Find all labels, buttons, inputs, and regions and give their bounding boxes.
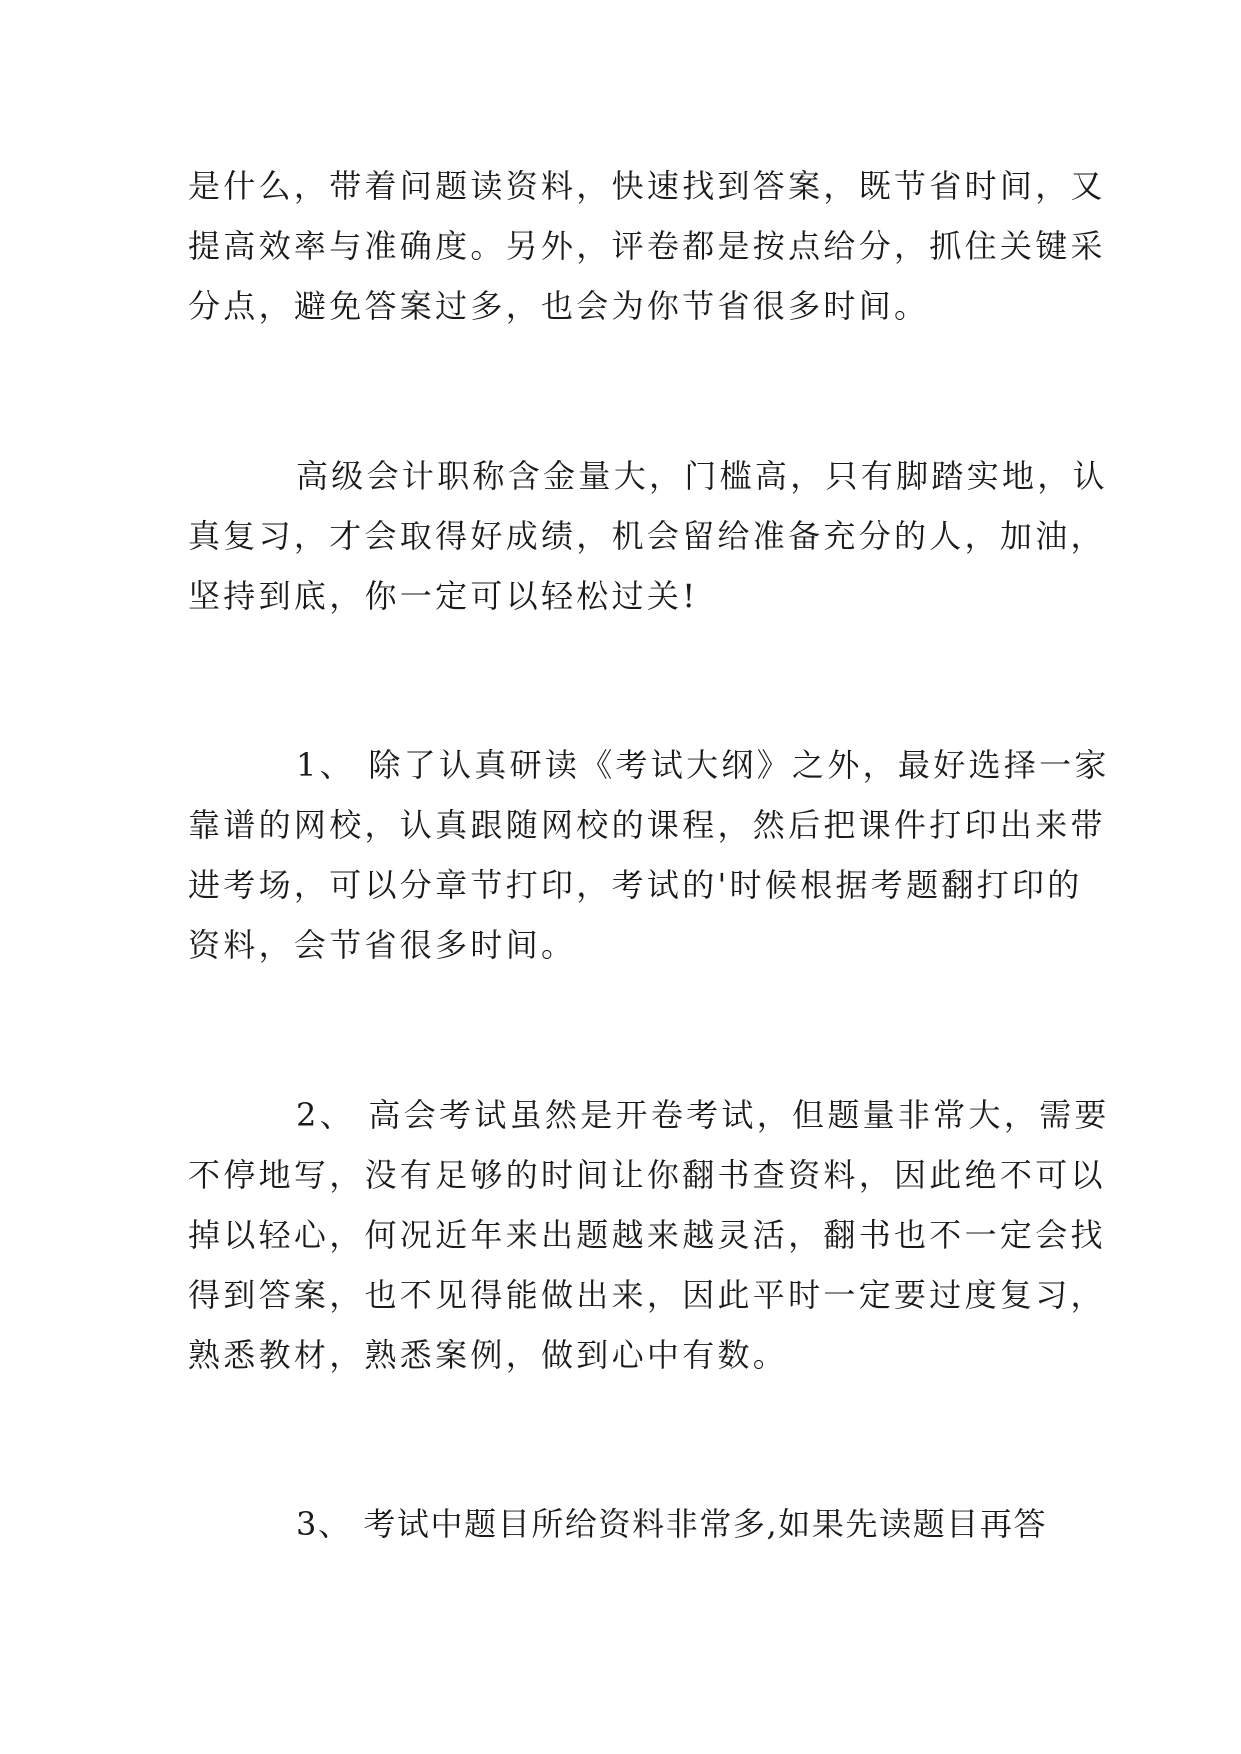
text-line: 不停地写，没有足够的时间让你翻书查资料，因此绝不可以: [188, 1156, 1106, 1194]
text-line: 靠谱的网校，认真跟随网校的课程，然后把课件打印出来带: [188, 806, 1106, 844]
text-line: 资料，会节省很多时间。: [188, 926, 577, 964]
text-line: 是什么，带着问题读资料，快速找到答案，既节省时间，又: [188, 167, 1106, 205]
text-line: 3、 考试中题目所给资料非常多,如果先读题目再答: [296, 1505, 1048, 1543]
text-line: 熟悉教材，熟悉案例，做到心中有数。: [188, 1336, 789, 1374]
text-line: 真复习，才会取得好成绩，机会留给准备充分的人，加油，: [188, 517, 1106, 555]
paragraph-encouragement: [188, 446, 1108, 626]
paragraph-tip-1: [188, 735, 1110, 975]
text-line: 坚持到底，你一定可以轻松过关!: [188, 577, 699, 615]
text-line: 1、 除了认真研读《考试大纲》之外，最好选择一家: [296, 746, 1110, 784]
text-line: 2、 高会考试虽然是开卷考试，但题量非常大，需要: [296, 1096, 1110, 1134]
text-line: 掉以轻心，何况近年来出题越来越灵活，翻书也不一定会找: [188, 1216, 1106, 1254]
text-line: 提高效率与准确度。另外，评卷都是按点给分，抓住关键采: [188, 227, 1106, 265]
paragraph-tip-3: [188, 1494, 1058, 1554]
text-line: 进考场，可以分章节打印，考试的'时候根据考题翻打印的: [188, 866, 1083, 904]
paragraph-reading-strategy: [188, 156, 1106, 336]
text-line: 高级会计职称含金量大，门槛高，只有脚踏实地，认: [296, 457, 1108, 495]
text-line: 分点，避免答案过多，也会为你节省很多时间。: [188, 287, 930, 325]
text-line: 得到答案，也不见得能做出来，因此平时一定要过度复习，: [188, 1276, 1106, 1314]
paragraph-tip-2: [188, 1085, 1110, 1385]
